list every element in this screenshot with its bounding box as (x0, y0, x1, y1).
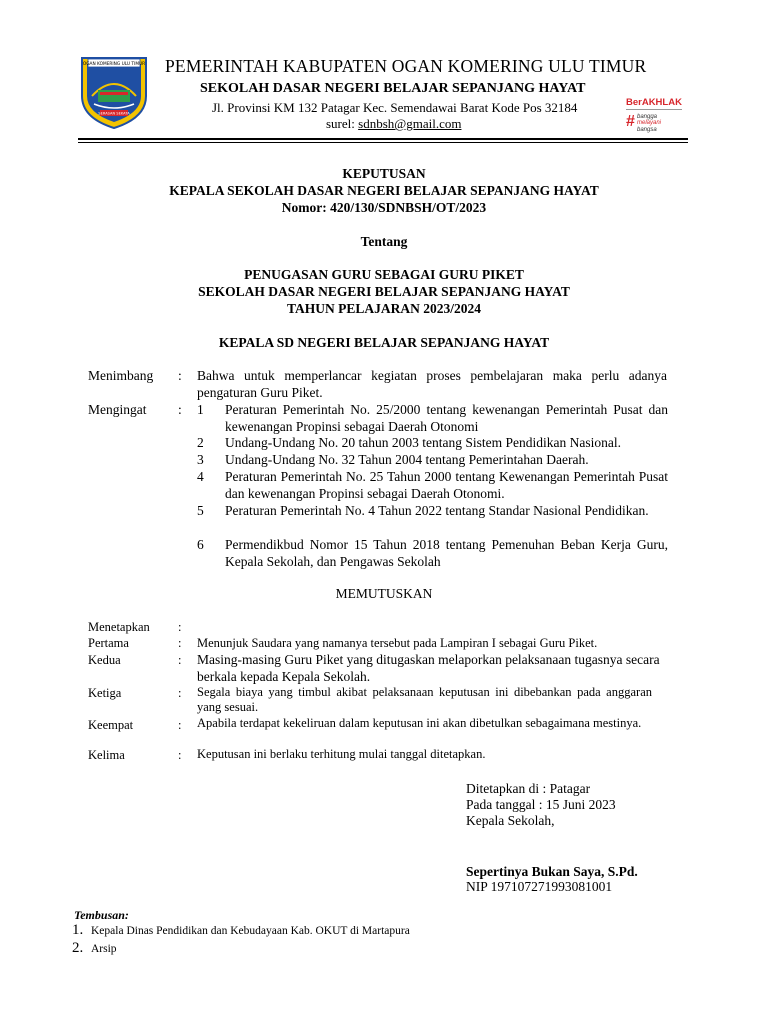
berakhlak-badge (626, 98, 688, 134)
mengingat-item: Peraturan Pemerintah No. 25/2000 tentang kewenangan Pemerintah Pusat dan kewenangan Propinsi sebagai Daerah Otonomi (225, 402, 668, 434)
doc-issuer: KEPALA SEKOLAH DASAR NEGERI BELAJAR SEPANJANG HAYAT (169, 183, 599, 198)
menetapkan-label: Menetapkan (88, 620, 150, 634)
pertama-label: Pertama (88, 636, 129, 650)
kedua-colon: : (178, 653, 182, 667)
mengingat-num: 5 (197, 503, 204, 518)
berakhlak-title: BerAKHLAK (626, 97, 682, 108)
hashtag-icon: # (626, 113, 635, 130)
tembusan-num: 1. (72, 922, 84, 938)
doc-number: Nomor: 420/130/SDNBSH/OT/2023 (281, 200, 487, 215)
tembusan-num: 2. (72, 940, 84, 956)
letterhead-rule-thin (78, 142, 688, 143)
mengingat-num: 2 (197, 435, 204, 450)
doc-subject-2: SEKOLAH DASAR NEGERI BELAJAR SEPANJANG HAYAT (198, 284, 570, 299)
mengingat-item: Undang-Undang No. 32 Tahun 2004 tentang Pemerintahan Daerah. (225, 452, 589, 467)
doc-tentang: Tentang (360, 234, 408, 249)
email-label: surel: (326, 116, 359, 131)
keempat-label: Keempat (88, 718, 134, 732)
school-name: SEKOLAH DASAR NEGERI BELAJAR SEPANJANG HAYAT (200, 81, 586, 96)
kelima-text: Keputusan ini berlaku terhitung mulai tanggal ditetapkan. (197, 747, 486, 761)
badge-line-2: melayani (637, 120, 662, 127)
government-name: PEMERINTAH KABUPATEN OGAN KOMERING ULU TIMUR (165, 56, 647, 76)
doc-subject-3: TAHUN PELAJARAN 2023/2024 (286, 301, 481, 316)
keempat-text: Apabila terdapat kekeliruan dalam keputusan ini akan dibetulkan sebagaimana mestinya. (197, 716, 642, 730)
mengingat-num: 4 (197, 469, 204, 484)
doc-authority: KEPALA SD NEGERI BELAJAR SEPANJANG HAYAT (218, 335, 550, 350)
kelima-colon: : (178, 748, 182, 762)
pertama-colon: : (178, 636, 182, 650)
mengingat-item: Peraturan Pemerintah No. 25 Tahun 2000 tentang Kewenangan Pemerintah Pusat dan kewenangan Propinsi sebagai Daerah Otonomi. (225, 469, 668, 501)
doc-type: KEPUTUSAN (342, 166, 426, 181)
ketiga-colon: : (178, 686, 182, 700)
menimbang-label: Menimbang (88, 368, 154, 383)
logo-bottom-text: SERASAN SEKATA (98, 111, 130, 116)
mengingat-num: 3 (197, 452, 204, 467)
signature-place: Ditetapkan di : Patagar (466, 781, 591, 796)
tembusan-label: Tembusan: (74, 908, 129, 922)
mengingat-colon: : (178, 402, 182, 417)
regency-logo (78, 52, 150, 130)
mengingat-item: Undang-Undang No. 20 tahun 2003 tentang Sistem Pendidikan Nasional. (225, 435, 621, 450)
badge-line-1: bangga (637, 114, 658, 120)
signatory-nip: NIP 197107271993081001 (466, 879, 613, 894)
badge-line-3: bangsa (637, 126, 657, 133)
tembusan-item: Arsip (91, 943, 117, 955)
email-link[interactable]: sdnbsh@gmail.com (358, 116, 462, 131)
keempat-colon: : (178, 718, 182, 732)
ketiga-label: Ketiga (88, 686, 122, 700)
kedua-label: Kedua (88, 653, 121, 667)
doc-subject-1: PENUGASAN GURU SEBAGAI GURU PIKET (244, 267, 524, 282)
mengingat-num: 1 (197, 402, 204, 417)
ketiga-text: Segala biaya yang timbul akibat pelaksanaan keputusan ini dibebankan pada anggaran yang sesuai. (197, 685, 652, 714)
signature-date: Pada tanggal : 15 Juni 2023 (466, 797, 616, 812)
logo-top-text: OGAN KOMERING ULU TIMUR (82, 62, 146, 67)
kelima-label: Kelima (88, 748, 125, 762)
menimbang-colon: : (178, 368, 182, 383)
letterhead-rule-thick (78, 138, 688, 140)
mengingat-num: 6 (197, 537, 204, 552)
school-email-line (326, 116, 461, 132)
kedua-text: Masing-masing Guru Piket yang ditugaskan melaporkan pelaksanaan tugasnya secara berkala kepada Kepala Sekolah. (197, 652, 660, 684)
memutuskan-heading: MEMUTUSKAN (335, 586, 433, 601)
school-address: Jl. Provinsi KM 132 Patagar Kec. Semendawai Barat Kode Pos 32184 (212, 100, 578, 115)
menimbang-text: Bahwa untuk memperlancar kegiatan proses pembelajaran maka perlu adanya pengaturan Guru Piket. (197, 368, 667, 400)
mengingat-label: Mengingat (88, 402, 147, 417)
tembusan-item: Kepala Dinas Pendidikan dan Kebudayaan Kab. OKUT di Martapura (91, 925, 410, 937)
pertama-text: Menunjuk Saudara yang namanya tersebut pada Lampiran I sebagai Guru Piket. (197, 636, 598, 650)
mengingat-item: Peraturan Pemerintah No. 4 Tahun 2022 tentang Standar Nasional Pendidikan. (225, 503, 649, 518)
menetapkan-colon: : (178, 620, 182, 634)
mengingat-item: Permendikbud Nomor 15 Tahun 2018 tentang Pemenuhan Beban Kerja Guru, Kepala Sekolah, dan Pengawas Sekolah (225, 537, 668, 569)
signatory-name: Sepertinya Bukan Saya, S.Pd. (466, 864, 638, 879)
signature-position: Kepala Sekolah, (466, 813, 555, 828)
